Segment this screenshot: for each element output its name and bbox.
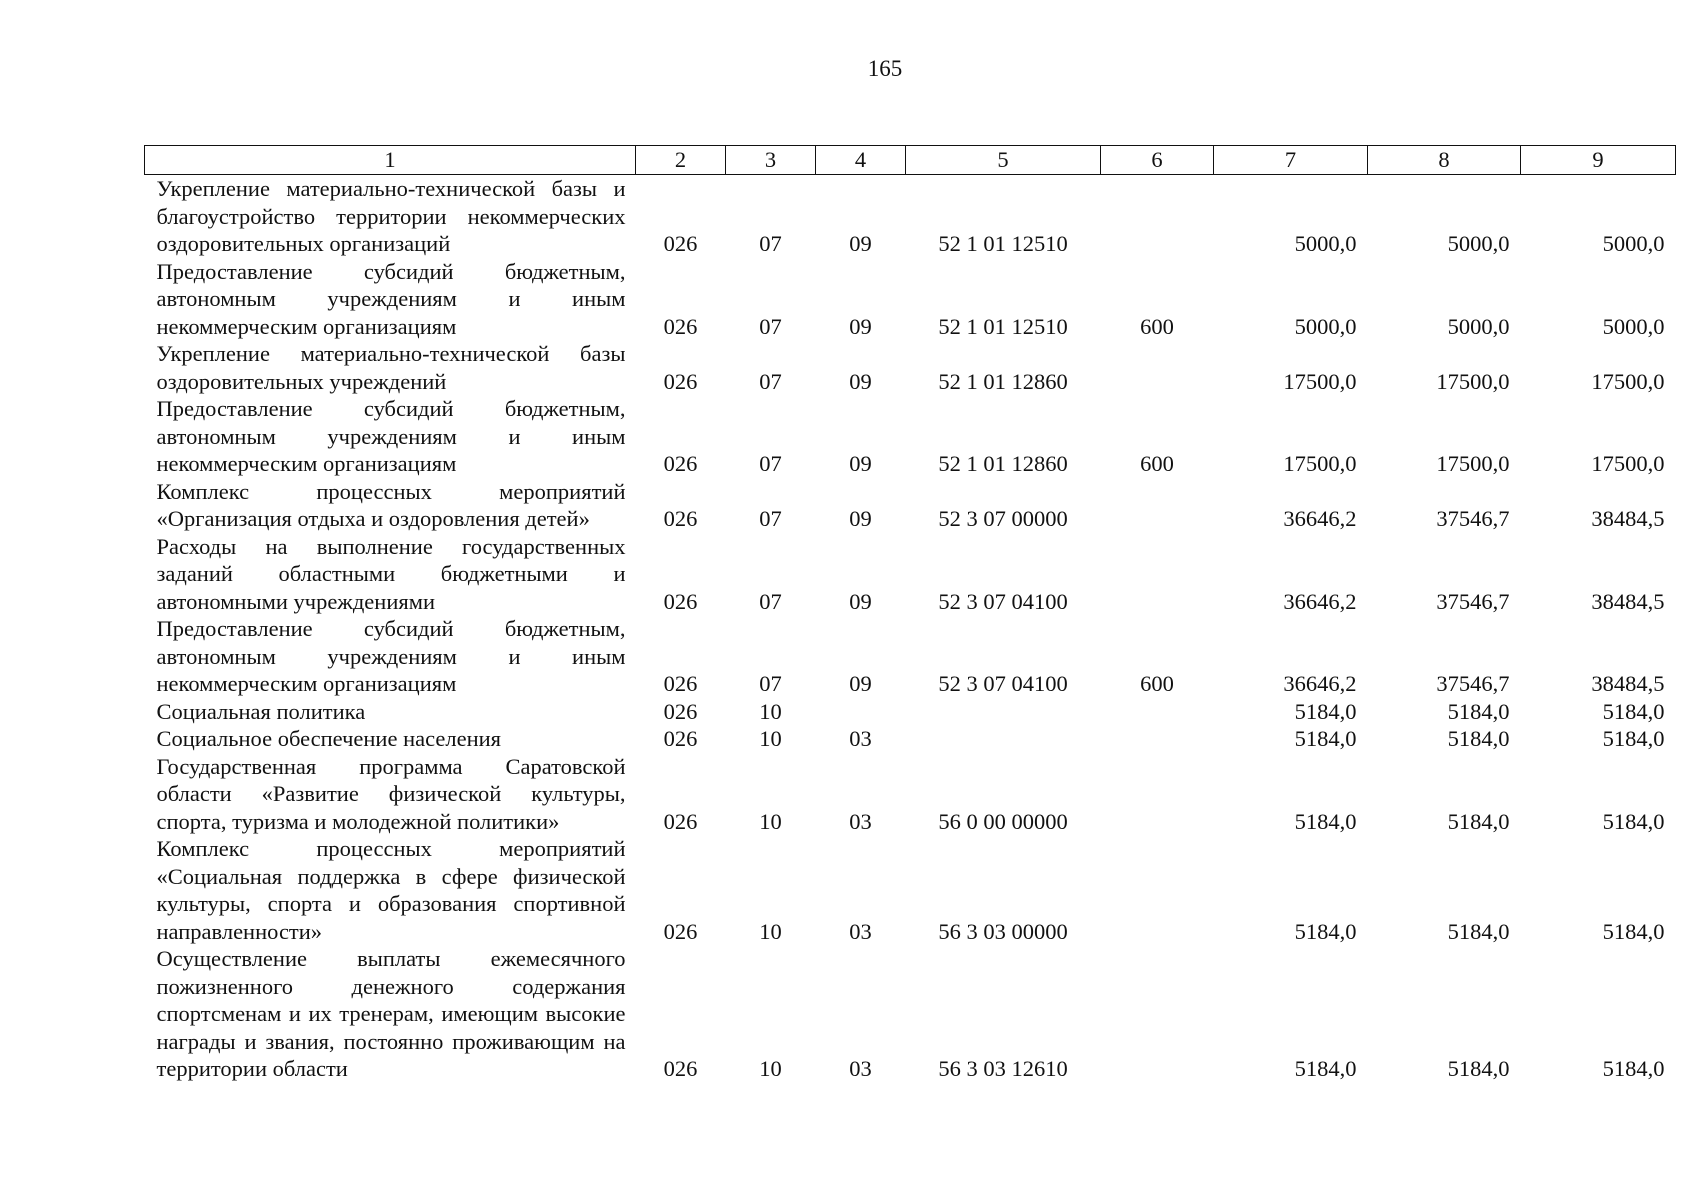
amount-col8: 5184,0 [1447, 918, 1510, 944]
amount-col7: 5000,0 [1294, 231, 1357, 256]
target-article-code: 52 1 01 12860 [938, 368, 1068, 394]
table-row [145, 533, 1676, 616]
subsection-code: 09 [849, 313, 872, 339]
page-number: 165 [867, 56, 903, 81]
target-article-code: 52 1 01 12510 [938, 231, 1068, 256]
table-row [145, 395, 1676, 478]
column-header: 7 [1214, 146, 1368, 175]
amount-col8: 17500,0 [1436, 451, 1510, 476]
target-article-code: 52 3 07 04100 [938, 588, 1068, 614]
expense-type-code: 600 [1140, 313, 1174, 339]
target-article-code: 56 3 03 00000 [938, 918, 1068, 944]
table-row [145, 175, 1676, 258]
target-article-code [906, 698, 1101, 726]
ministry-code: 026 [663, 231, 698, 256]
table-row [145, 258, 1676, 341]
section-code: 07 [759, 588, 782, 614]
expense-name: Укрепление материально-технической базы и благоустройство территории некоммерческих оздоровительных организаций [156, 176, 626, 256]
expense-type-code [1101, 698, 1214, 726]
expense-name: Социальная политика [156, 698, 366, 724]
subsection-code [816, 698, 906, 726]
expense-name: Государственная программа Саратовской области «Развитие физической культуры, спорта, туризма и молодежной политики» [156, 753, 626, 834]
amount-col9: 17500,0 [1591, 451, 1665, 476]
section-code: 10 [759, 918, 782, 944]
subsection-code: 09 [849, 231, 872, 256]
amount-col9: 5184,0 [1602, 1056, 1665, 1081]
expense-type-code [1101, 175, 1214, 258]
amount-col8: 5184,0 [1447, 808, 1510, 834]
section-code: 10 [759, 698, 782, 724]
subsection-code: 03 [849, 726, 872, 751]
expense-name: Комплекс процессных мероприятий «Организация отдыха и оздоровления детей» [156, 478, 626, 531]
table-row [145, 725, 1676, 753]
section-code: 07 [759, 671, 782, 696]
subsection-code: 03 [849, 918, 872, 944]
amount-col9: 5000,0 [1602, 313, 1665, 339]
amount-col7: 5184,0 [1294, 808, 1357, 834]
amount-col7: 36646,2 [1283, 588, 1357, 614]
amount-col8: 5184,0 [1447, 726, 1510, 751]
amount-col9: 38484,5 [1591, 588, 1665, 614]
amount-col8: 5000,0 [1447, 231, 1510, 256]
table-row [145, 615, 1676, 698]
amount-col7: 5184,0 [1294, 698, 1357, 724]
expense-name: Предоставление субсидий бюджетным, автономным учреждениям и иным некоммерческим организациям [156, 396, 626, 476]
budget-table [144, 145, 1676, 1083]
column-header: 6 [1101, 146, 1214, 175]
amount-col8: 17500,0 [1436, 368, 1510, 394]
column-header: 5 [906, 146, 1101, 175]
header-row [145, 146, 1676, 175]
column-header: 1 [145, 146, 636, 175]
amount-col7: 5000,0 [1294, 313, 1357, 339]
expense-name: Осуществление выплаты ежемесячного пожизненного денежного содержания спортсменам и их тренерам, имеющим высокие награды и звания, постоянно проживающим на территории области [156, 946, 626, 1081]
ministry-code: 026 [663, 698, 698, 724]
target-article-code: 56 3 03 12610 [938, 1056, 1068, 1081]
expense-name: Социальное обеспечение населения [156, 726, 502, 751]
ministry-code: 026 [663, 313, 698, 339]
ministry-code: 026 [663, 918, 698, 944]
amount-col7: 17500,0 [1283, 368, 1357, 394]
subsection-code: 03 [849, 1056, 872, 1081]
target-article-code: 52 1 01 12510 [938, 313, 1068, 339]
expense-type-code [1101, 945, 1214, 1083]
subsection-code: 03 [849, 808, 872, 834]
expense-name: Предоставление субсидий бюджетным, автономным учреждениям и иным некоммерческим организациям [156, 616, 626, 696]
table-row [145, 835, 1676, 945]
amount-col7: 36646,2 [1283, 671, 1357, 696]
amount-col7: 17500,0 [1283, 451, 1357, 476]
amount-col8: 5184,0 [1447, 698, 1510, 724]
expense-type-code: 600 [1140, 451, 1174, 476]
expense-name: Предоставление субсидий бюджетным, автономным учреждениям и иным некоммерческим организациям [156, 258, 626, 339]
amount-col9: 5184,0 [1602, 918, 1665, 944]
expense-name: Расходы на выполнение государственных заданий областными бюджетными и автономными учреждениями [156, 533, 626, 614]
subsection-code: 09 [849, 368, 872, 394]
amount-col9: 38484,5 [1591, 506, 1665, 531]
section-code: 07 [759, 313, 782, 339]
column-header: 2 [636, 146, 726, 175]
expense-name: Укрепление материально-технической базы оздоровительных учреждений [156, 341, 626, 394]
subsection-code: 09 [849, 671, 872, 696]
subsection-code: 09 [849, 451, 872, 476]
amount-col8: 37546,7 [1436, 588, 1510, 614]
expense-type-code: 600 [1140, 671, 1174, 696]
section-code: 10 [759, 808, 782, 834]
section-code: 07 [759, 506, 782, 531]
column-header: 3 [726, 146, 816, 175]
expense-name: Комплекс процессных мероприятий «Социальная поддержка в сфере физической культуры, спорта и образования спортивной направленности» [156, 836, 626, 944]
expense-type-code [1101, 753, 1214, 836]
amount-col7: 5184,0 [1294, 1056, 1357, 1081]
amount-col9: 38484,5 [1591, 671, 1665, 696]
ministry-code: 026 [663, 588, 698, 614]
subsection-code: 09 [849, 588, 872, 614]
amount-col8: 37546,7 [1436, 671, 1510, 696]
ministry-code: 026 [663, 451, 698, 476]
amount-col9: 5184,0 [1602, 808, 1665, 834]
target-article-code: 56 0 00 00000 [938, 808, 1068, 834]
table-row [145, 340, 1676, 395]
target-article-code [906, 725, 1101, 753]
expense-type-code [1101, 835, 1214, 945]
amount-col9: 5000,0 [1602, 231, 1665, 256]
amount-col9: 17500,0 [1591, 368, 1665, 394]
section-code: 07 [759, 231, 782, 256]
expense-type-code [1101, 340, 1214, 395]
column-header: 4 [816, 146, 906, 175]
target-article-code: 52 3 07 04100 [938, 671, 1068, 696]
ministry-code: 026 [663, 368, 698, 394]
amount-col7: 5184,0 [1294, 918, 1357, 944]
expense-type-code [1101, 478, 1214, 533]
section-code: 10 [759, 726, 782, 751]
expense-type-code [1101, 533, 1214, 616]
table-row [145, 478, 1676, 533]
section-code: 07 [759, 451, 782, 476]
expense-type-code [1101, 725, 1214, 753]
table-row [145, 945, 1676, 1083]
column-header: 8 [1368, 146, 1521, 175]
section-code: 10 [759, 1056, 782, 1081]
ministry-code: 026 [663, 1056, 698, 1081]
ministry-code: 026 [663, 726, 698, 751]
amount-col8: 37546,7 [1436, 506, 1510, 531]
target-article-code: 52 3 07 00000 [938, 506, 1068, 531]
ministry-code: 026 [663, 506, 698, 531]
amount-col7: 36646,2 [1283, 506, 1357, 531]
table-row [145, 698, 1676, 726]
section-code: 07 [759, 368, 782, 394]
subsection-code: 09 [849, 506, 872, 531]
ministry-code: 026 [663, 671, 698, 696]
amount-col9: 5184,0 [1602, 698, 1665, 724]
amount-col7: 5184,0 [1294, 726, 1357, 751]
target-article-code: 52 1 01 12860 [938, 451, 1068, 476]
column-header: 9 [1521, 146, 1676, 175]
amount-col8: 5000,0 [1447, 313, 1510, 339]
amount-col8: 5184,0 [1447, 1056, 1510, 1081]
amount-col9: 5184,0 [1602, 726, 1665, 751]
table-row [145, 753, 1676, 836]
ministry-code: 026 [663, 808, 698, 834]
